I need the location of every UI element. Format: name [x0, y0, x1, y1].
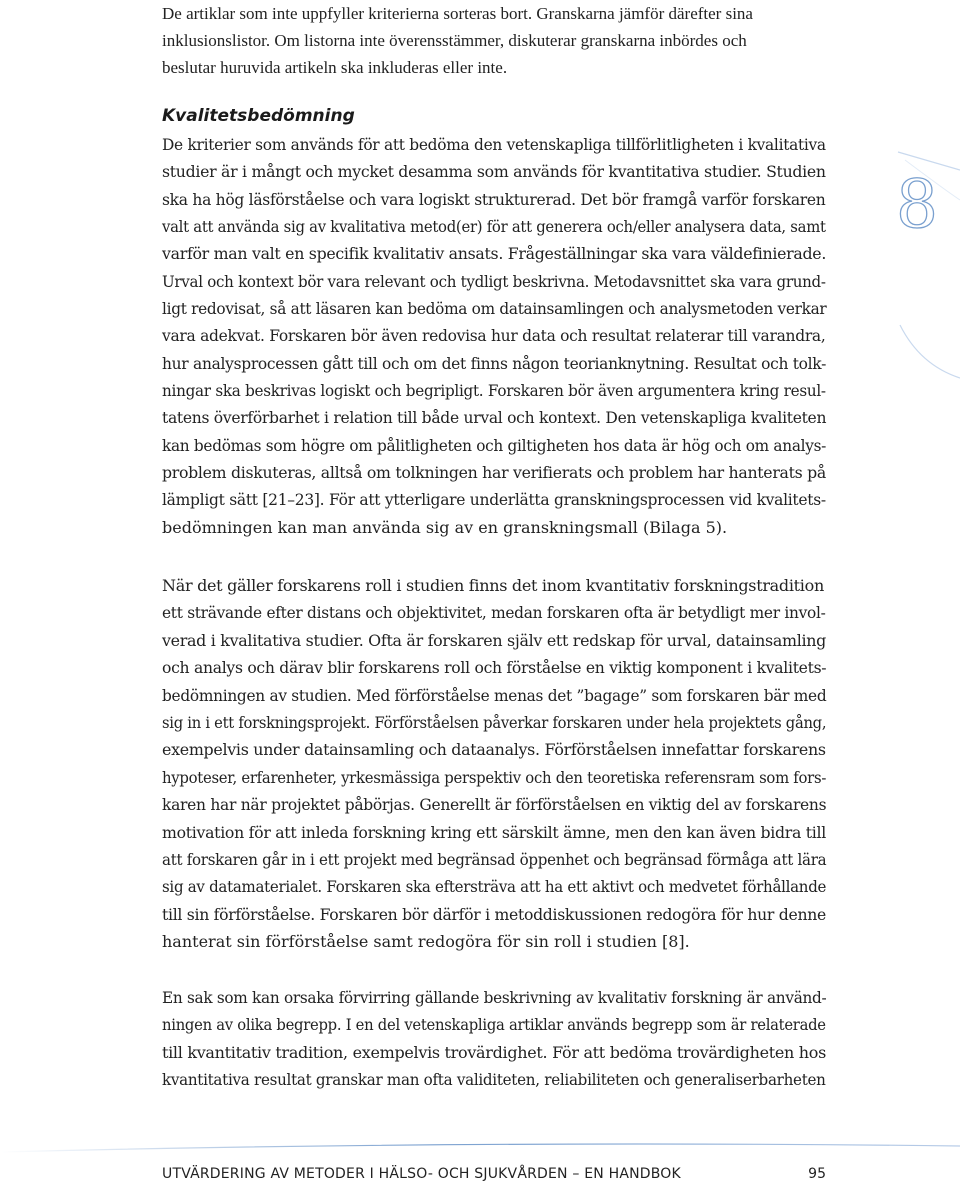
paragraph-line: bedömningen kan man använda sig av en granskningsmall (Bilaga 5). [162, 517, 728, 537]
footer-title: UTVÄRDERING AV METODER I HÄLSO- OCH SJUKVÅRDEN – EN HANDBOK [162, 1166, 681, 1182]
paragraph-line: ningar ska beskrivas logiskt och begripligt. Forskaren bör även argumentera kring resul- [162, 381, 826, 401]
paragraph-line: När det gäller forskarens roll i studien finns det inom kvantitativ forskningstradition [162, 576, 824, 595]
paragraph-line: och analys och därav blir forskarens roll och förståelse en viktig komponent i kvalitets- [162, 658, 827, 678]
paragraph-line: hypoteser, erfarenheter, yrkesmässiga perspektiv och den teoretiska referensram som fors- [162, 767, 827, 787]
paragraph-line: sig in i ett forskningsprojekt. Förförståelsen påverkar forskaren under hela projektets gång, [162, 712, 827, 732]
terminology-paragraph [162, 984, 826, 1094]
intro-paragraph [162, 0, 826, 81]
paragraph-line: ligt redovisat, så att läsaren kan bedöma om datainsamlingen och analysmetoden verkar [162, 299, 827, 319]
paragraph-line: studier är i mångt och mycket desamma som används för kvantitativa studier. Studien [162, 162, 826, 182]
paragraph-line: ningen av olika begrepp. I en del vetenskapliga artiklar används begrepp som är relaterade [162, 1015, 826, 1035]
paragraph-line: ett strävande efter distans och objektivitet, medan forskaren ofta är betydligt mer invol- [162, 603, 826, 623]
paragraph-line: lämpligt sätt [21–23]. För att ytterligare underlätta granskningsprocessen vid kvalitets- [162, 490, 826, 510]
paragraph-line: karen har när projektet påbörjas. Generellt är förförståelsen en viktig del av forskarens [162, 795, 827, 815]
paragraph-line: hanterat sin förförståelse samt redogöra för sin roll i studien [8]. [162, 932, 690, 952]
paragraph-line: bedömningen av studien. Med förförståelse menas det ”bagage” som forskaren bär med [162, 685, 827, 705]
paragraph-line: varför man valt en specifik kvalitativ ansats. Frågeställningar ska vara väldefinierade. [162, 244, 827, 264]
section-heading: Kvalitetsbedömning [162, 106, 355, 126]
paragraph-line: kvantitativa resultat granskar man ofta validiteten, reliabiliteten och generaliserbarheten [162, 1070, 826, 1090]
paragraph-line: valt att använda sig av kvalitativa metod(er) för att generera och/eller analysera data, samt [162, 217, 826, 237]
paragraph-line: exempelvis under datainsamling och dataanalys. Förförståelsen innefattar forskarens [162, 740, 826, 760]
footer-divider [0, 1138, 960, 1154]
paragraph-line: ska ha hög läsförståelse och vara logiskt strukturerad. Det bör framgå varför forskaren [162, 189, 826, 209]
paragraph-line: verad i kvalitativa studier. Ofta är forskaren själv ett redskap för urval, datainsamling [162, 630, 827, 650]
paragraph-line: kan bedömas som högre om pålitligheten och giltigheten hos data är hög och om analys- [162, 435, 827, 455]
intro-line: beslutar huruvida artikeln ska inkluderas eller inte. [162, 58, 508, 77]
paragraph-line: En sak som kan orsaka förvirring gällande beskrivning av kvalitativ forskning är använd- [162, 988, 827, 1007]
intro-line: inklusionslistor. Om listorna inte överensstämmer, diskuterar granskarna inbördes och [162, 31, 747, 50]
paragraph-line: tatens överförbarhet i relation till både urval och kontext. Den vetenskapliga kvaliteten [162, 408, 827, 428]
paragraph-line: hur analysprocessen gått till och om det finns någon teorianknytning. Resultat och tolk- [162, 353, 827, 373]
page-number: 95 [808, 1166, 826, 1182]
paragraph-line: sig av datamaterialet. Forskaren ska eftersträva att ha ett aktivt och medvetet förhållande [162, 877, 827, 897]
chapter-number: 8 [896, 166, 938, 243]
paragraph-line: problem diskuteras, alltså om tolkningen har verifierats och problem har hanterats på [162, 463, 826, 483]
paragraph-line: till kvantitativ tradition, exempelvis trovärdighet. För att bedöma trovärdigheten hos [162, 1042, 827, 1062]
paragraph-line: motivation för att inleda forskning kring ett särskilt ämne, men den kan även bidra till [162, 822, 826, 842]
page-footer [162, 1166, 826, 1190]
paragraph-line: De kriterier som används för att bedöma den vetenskapliga tillförlitligheten i kvalitativa [162, 135, 826, 154]
researcher-role-paragraph [162, 572, 826, 955]
quality-assessment-section [162, 101, 826, 541]
paragraph-line: Urval och kontext bör vara relevant och tydligt beskrivna. Metodavsnittet ska vara grund- [162, 271, 826, 291]
intro-line: De artiklar som inte uppfyller kriterierna sorteras bort. Granskarna jämför därefter sina [162, 4, 753, 23]
paragraph-line: till sin förförståelse. Forskaren bör därför i metoddiskussionen redogöra för hur denne [162, 904, 826, 924]
paragraph-line: vara adekvat. Forskaren bör även redovisa hur data och resultat relaterar till varandra, [162, 326, 826, 346]
paragraph-line: att forskaren går in i ett projekt med begränsad öppenhet och begränsad förmåga att lära [162, 849, 827, 869]
